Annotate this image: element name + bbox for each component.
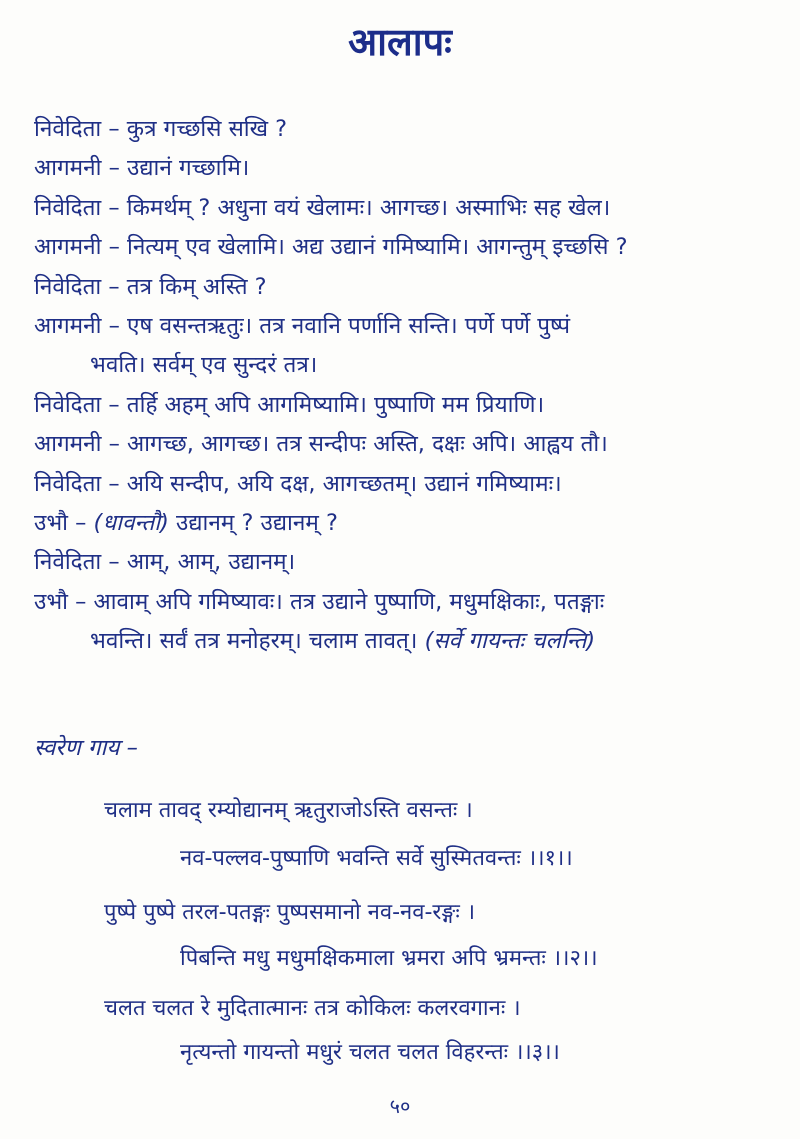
dialogue-line: निवेदिता – कुत्र गच्छसि सखि ? <box>34 116 288 142</box>
speaker-text: निवेदिता – <box>34 549 127 576</box>
verse-line: नव-पल्लव-पुष्पाणि भवन्ति सर्वे सुस्मितवन्तः ।।१।। <box>180 846 573 871</box>
song-instruction: स्वरेण गाय – <box>34 735 138 761</box>
dialogue-line: निवेदिता – किमर्थम् ? अधुना वयं खेलामः। आगच्छ। अस्माभिः सह खेल। <box>34 194 611 221</box>
dialogue-line: उभौ – आवाम् अपि गमिष्यावः। तत्र उद्याने पुष्पाणि, मधुमक्षिकाः, पतङ्गाः <box>34 588 605 615</box>
dialogue-line: आगमनी – नित्यम् एव खेलामि। अद्य उद्यानं गमिष्यामि। आगन्तुम् इच्छसि ? <box>34 234 628 261</box>
dialogue-line <box>34 504 784 543</box>
dialogue <box>34 110 784 662</box>
verse-line: चलत चलत रे मुदितात्मानः तत्र कोकिलः कलरवगानः । <box>104 996 521 1021</box>
speech-text: भवन्ति। सर्वं तत्र मनोहरम्। चलाम तावत्। <box>90 628 425 655</box>
page-title: आलापः <box>348 20 452 64</box>
dialogue-line: आगमनी – उद्यानं गच्छामि। <box>34 155 250 182</box>
verse-line: नृत्यन्तो गायन्तो मधुरं चलत चलत विहरन्तः ।।३।। <box>180 1040 560 1065</box>
verse-line: चलाम तावद् रम्योद्यानम् ऋतुराजोऽस्ति वसन्तः । <box>104 798 473 823</box>
stage-direction: (सर्वे गायन्तः चलन्ति) <box>424 628 596 655</box>
speech-text: उद्यानम् ? उद्यानम् ? <box>168 510 338 537</box>
verse-line: पुष्पे पुष्पे तरल-पतङ्गः पुष्पसमानो नव-नव-रङ्गः । <box>104 900 476 925</box>
dialogue-line-continued <box>34 622 784 661</box>
dialogue-line: निवेदिता – तर्हि अहम् अपि आगमिष्यामि। पुष्पाणि मम प्रियाणि। <box>34 391 545 418</box>
stage-direction: (धावन्तौ) <box>93 510 169 537</box>
page-number: ५० <box>389 1094 411 1118</box>
dialogue-line-continued: भवति। सर्वम् एव सुन्दरं तत्र। <box>90 352 318 379</box>
dialogue-line: निवेदिता – अयि सन्दीप, अयि दक्ष, आगच्छतम्। उद्यानं गमिष्यामः। <box>34 470 562 497</box>
verse-line: पिबन्ति मधु मधुमक्षिकमाला भ्रमरा अपि भ्रमन्तः ।।२।। <box>180 946 598 971</box>
dialogue-line <box>34 543 784 582</box>
speaker-text: उभौ – <box>34 510 94 537</box>
dialogue-line: आगमनी – आगच्छ, आगच्छ। तत्र सन्दीपः अस्ति, दक्षः अपि। आह्वय तौ। <box>34 431 608 458</box>
dialogue-line: निवेदिता – तत्र किम् अस्ति ? <box>34 273 267 300</box>
dialogue-line: आगमनी – एष वसन्तऋतुः। तत्र नवानि पर्णानि सन्ति। पर्णे पर्णे पुष्पं <box>34 313 571 340</box>
speech-text: आम्, आम्, उद्यानम्। <box>126 549 296 576</box>
